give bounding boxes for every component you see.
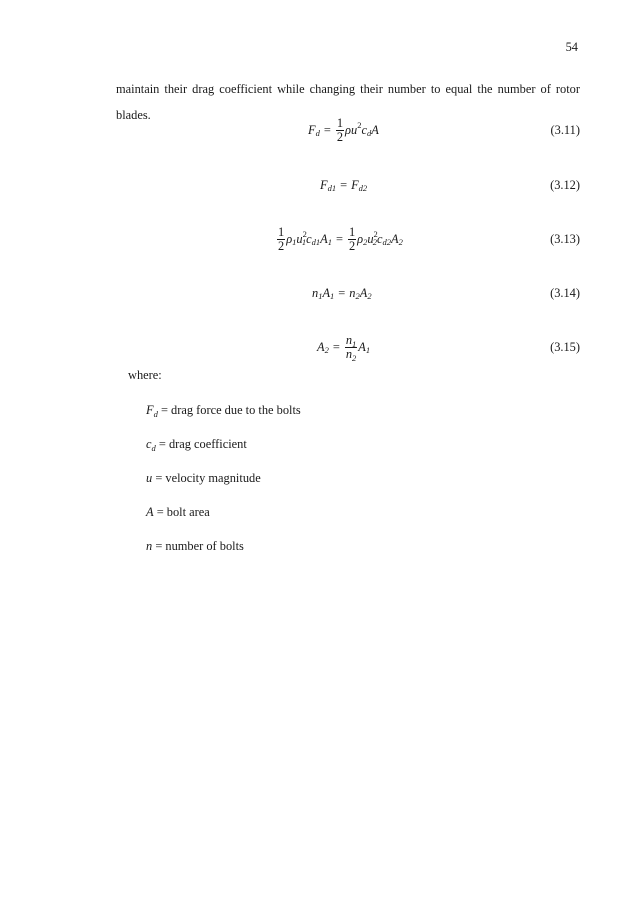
definition-item bbox=[146, 505, 210, 520]
definition-symbol: n bbox=[146, 539, 153, 553]
definition-symbol: A bbox=[146, 505, 154, 519]
equation-body: A $_2$ = $\frac{n_1}{n_2}$ A $_1$ bbox=[317, 332, 371, 363]
equation-3-15 bbox=[116, 327, 580, 367]
equation-label: (3.14) bbox=[550, 285, 580, 300]
equation-label: (3.12) bbox=[550, 177, 580, 192]
where-label: where: bbox=[128, 368, 162, 382]
definition-text: = bolt area bbox=[156, 505, 210, 519]
definition-item bbox=[146, 471, 261, 486]
definition-item bbox=[146, 539, 244, 554]
equation-3-12 bbox=[116, 165, 580, 205]
equation-body: $\frac{1}{2}$ ρ $_1$ u $^2$ $_1$ c $_{d1}$ A $_1$ = $\frac{1}{2}$ ρ $_2$ u $^2$ $_2$ c $_{d2}$ A $_2$ bbox=[278, 224, 403, 253]
equation-body: F $_{d1}$ = F $_{d2}$ bbox=[320, 177, 368, 193]
paragraph: maintain their drag coefficient while changing their number to equal the number of rotor blades. bbox=[116, 82, 580, 122]
definition-text: = velocity magnitude bbox=[155, 471, 261, 485]
definition-item bbox=[146, 403, 301, 418]
equation-label: (3.15) bbox=[550, 339, 580, 354]
equation-3-13 bbox=[116, 219, 580, 259]
definition-text: = number of bolts bbox=[155, 539, 244, 553]
equation-label: (3.13) bbox=[550, 231, 580, 246]
definition-symbol: u bbox=[146, 471, 153, 485]
definition-item bbox=[146, 437, 247, 452]
equation-body: n $_1$ A $_1$ = n $_2$ A $_2$ bbox=[312, 285, 372, 301]
definition-symbol: $c_d$ bbox=[146, 437, 156, 453]
equation-3-14 bbox=[116, 273, 580, 313]
definition-text: = drag coefficient bbox=[158, 437, 247, 451]
definition-symbol: $F_d$ bbox=[146, 403, 158, 419]
definition-text: = drag force due to the bolts bbox=[160, 403, 301, 417]
equation-3-11 bbox=[116, 110, 580, 150]
equation-label: (3.11) bbox=[550, 122, 580, 137]
page-number: 54 bbox=[565, 40, 578, 54]
equation-body: F $_d$ = $\frac{1}{2}$ ρu $^2$ c $_d$ A bbox=[308, 115, 379, 144]
